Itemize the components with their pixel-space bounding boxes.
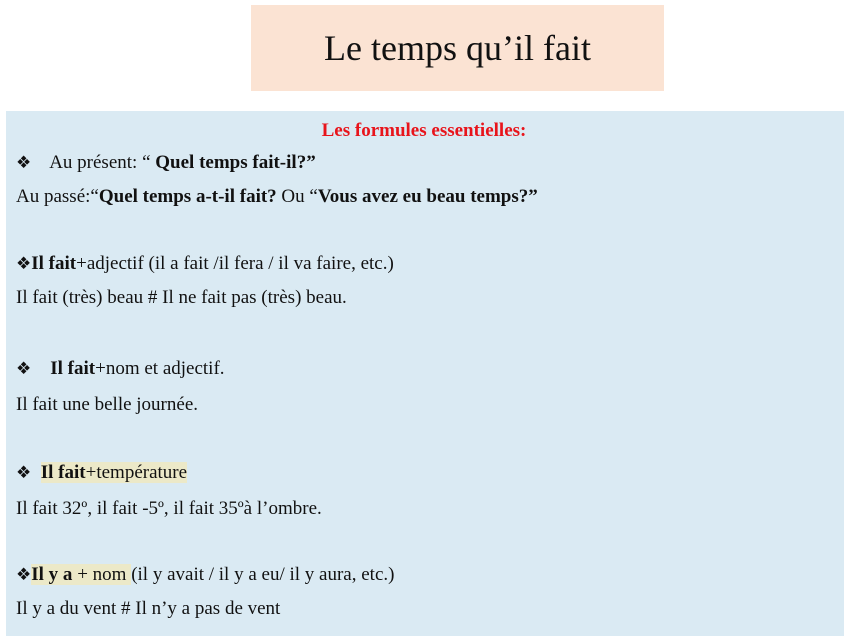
diamond-bullet-icon: ❖ — [16, 359, 32, 378]
title-box — [251, 5, 664, 91]
line-formula-1 — [16, 253, 394, 275]
passe-mid: Ou “ — [276, 186, 318, 207]
formula-3-rest: +température — [85, 462, 188, 483]
diamond-bullet-icon: ❖ — [16, 254, 32, 273]
present-label: Au présent: “ — [49, 152, 156, 173]
line-present — [16, 152, 316, 174]
formula-1-bold: Il fait — [31, 253, 77, 274]
page-title: Le temps qu’il fait — [324, 28, 591, 68]
line-formula-3 — [16, 462, 187, 484]
formula-4-mid: + nom — [72, 564, 132, 585]
present-question: Quel temps fait-il?” — [155, 152, 316, 173]
line-formula-3-example: Il fait 32º, il fait -5º, il fait 35ºà l’ombre. — [16, 498, 322, 519]
passe-question-1: Quel temps a-t-il fait? — [98, 186, 277, 207]
diamond-bullet-icon: ❖ — [16, 463, 32, 482]
passe-label: Au passé:“ — [16, 186, 99, 207]
formula-2-bold: Il fait — [50, 358, 96, 379]
line-formula-2-example: Il fait une belle journée. — [16, 394, 199, 415]
line-formula-2 — [16, 358, 225, 380]
line-passe — [16, 186, 538, 208]
passe-question-2: Vous avez eu beau temps?” — [317, 186, 538, 207]
section-subtitle: Les formules essentielles: — [321, 120, 527, 141]
line-formula-4 — [16, 564, 394, 586]
formula-3-bold: Il fait — [40, 462, 86, 483]
line-formula-4-example: Il y a du vent # Il n’y a pas de vent — [16, 598, 281, 619]
diamond-bullet-icon: ❖ — [16, 153, 32, 172]
formula-2-rest: +nom et adjectif. — [95, 358, 225, 379]
line-formula-1-example: Il fait (très) beau # Il ne fait pas (très) beau. — [16, 287, 347, 308]
formula-3-highlight — [41, 462, 187, 483]
formula-4-highlight — [31, 564, 131, 585]
formula-4-rest: (il y avait / il y a eu/ il y aura, etc.) — [131, 564, 395, 585]
formula-1-rest: +adjectif (il a fait /il fera / il va faire, etc.) — [76, 253, 394, 274]
diamond-bullet-icon: ❖ — [16, 565, 32, 584]
formula-4-bold: Il y a — [31, 564, 73, 585]
